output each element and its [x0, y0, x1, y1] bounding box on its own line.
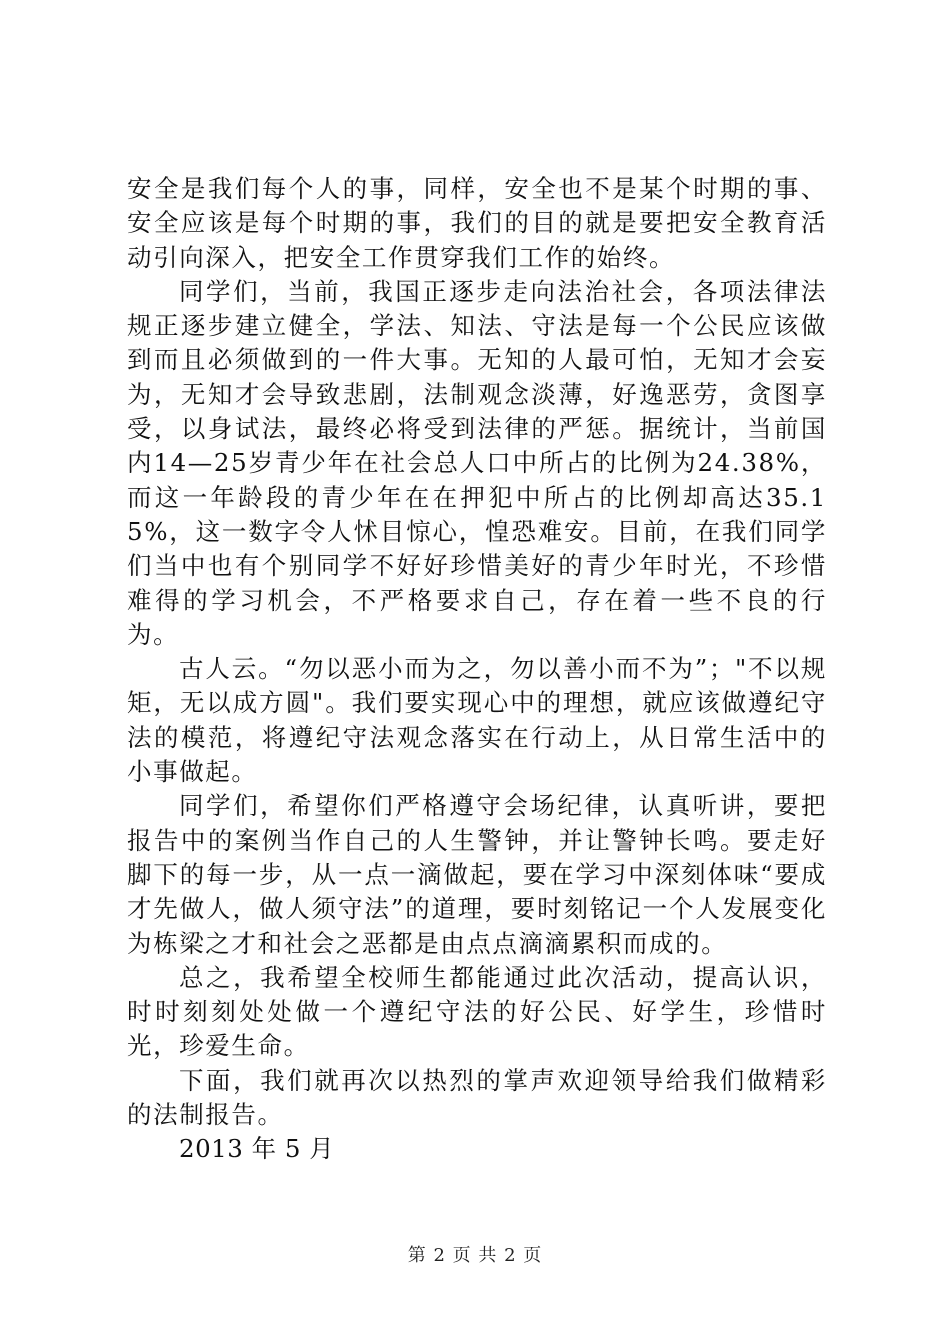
paragraph-safety-continuation: 安全是我们每个人的事，同样，安全也不是某个时期的事、安全应该是每个时期的事，我们的目的就是要把安全教育活动引向深入，把安全工作贯穿我们工作的始终。	[127, 174, 827, 272]
paragraph-welcome-leader: 下面，我们就再次以热烈的掌声欢迎领导给我们做精彩的法制报告。	[127, 1065, 827, 1130]
paragraph-meeting-discipline: 同学们，希望你们严格遵守会场纪律，认真听讲，要把报告中的案例当作自己的人生警钟，并让警钟长鸣。要走好脚下的每一步，从一点一滴做起，要在学习中深刻体味“要成才先做人，做人须守法”的道理，要时刻铭记一个人发展变化为栋梁之才和社会之恶都是由点点滴滴累积而成的。	[127, 791, 827, 958]
paragraph-conclusion: 总之，我希望全校师生都能通过此次活动，提高认识，时时刻刻处处做一个遵纪守法的好公民、好学生，珍惜时光，珍爱生命。	[127, 962, 827, 1061]
document-date: 2013 年 5 月	[179, 1134, 335, 1164]
paragraph-rule-of-law: 同学们，当前，我国正逐步走向法治社会，各项法律法规正逐步建立健全，学法、知法、守法是每一个公民应该做到而且必须做到的一件大事。无知的人最可怕，无知才会妄为，无知才会导致悲剧，法制观念淡薄，好逸恶劳，贪图享受，以身试法，最终必将受到法律的严惩。据统计，当前国内14—25岁青少年在社会总人口中所占的比例为24.38%，而这一年龄段的青少年在在押犯中所占的比例却高达35.15%，这一数字令人怵目惊心，惶恐难安。目前，在我们同学们当中也有个别同学不好好珍惜美好的青少年时光，不珍惜难得的学习机会，不严格要求自己，存在着一些不良的行为。	[127, 276, 827, 649]
page-number-footer: 第 2 页 共 2 页	[407, 1245, 543, 1266]
paragraph-ancient-saying: 古人云。“勿以恶小而为之，勿以善小而不为”；"不以规矩，无以成方圆"。我们要实现心中的理想，就应该做遵纪守法的模范，将遵纪守法观念落实在行动上，从日常生活中的小事做起。	[127, 654, 827, 787]
document-body	[127, 172, 827, 1167]
